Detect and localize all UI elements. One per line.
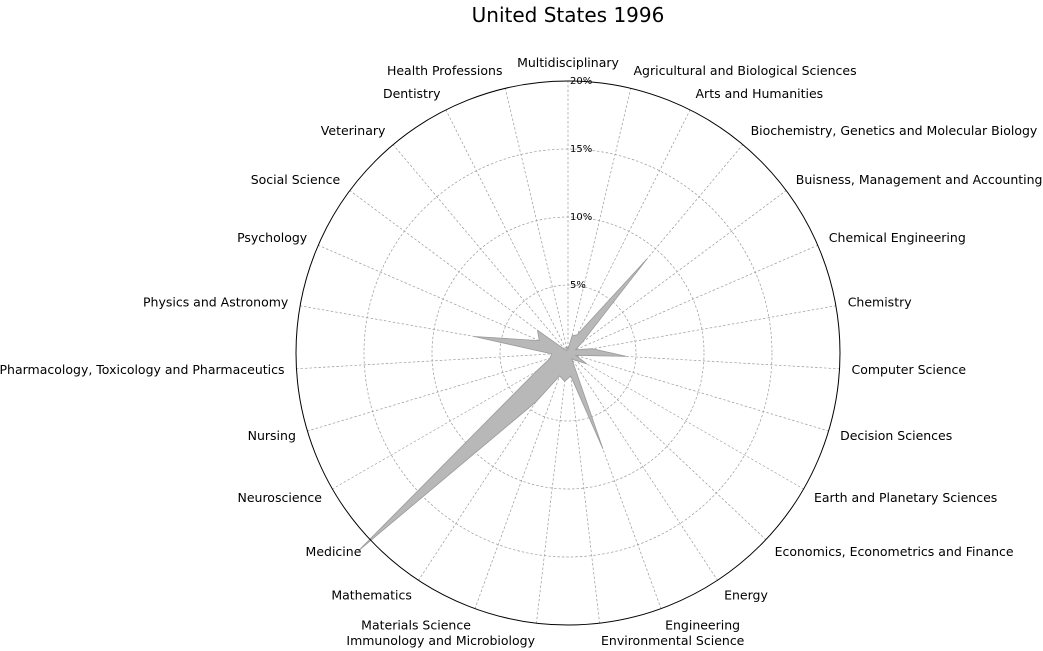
spoke-line <box>568 245 818 353</box>
spoke-line <box>318 245 568 353</box>
category-label: Physics and Astronomy <box>142 294 289 310</box>
category-label: Dentistry <box>382 85 441 101</box>
category-label: Social Science <box>250 171 341 187</box>
category-label: Veterinary <box>320 122 386 138</box>
radial-tick-labels <box>570 76 592 291</box>
spoke-line <box>568 353 766 540</box>
chart-title: United States 1996 <box>471 3 665 27</box>
radial-tick-label: 5% <box>570 280 586 291</box>
category-label: Buisness, Management and Accounting <box>795 171 1043 187</box>
category-label: Energy <box>724 587 768 603</box>
category-label: Neuroscience <box>237 490 322 505</box>
category-label: Chemical Engineering <box>828 230 966 246</box>
category-label: Earth and Planetary Sciences <box>814 490 998 505</box>
spoke-line <box>568 353 804 489</box>
category-label: Health Professions <box>386 62 503 78</box>
category-label: Agricultural and Biological Sciences <box>633 62 857 78</box>
category-label: Environmental Science <box>601 633 745 648</box>
spoke-line <box>505 88 568 353</box>
category-label: Decision Sciences <box>840 428 953 444</box>
category-label: Computer Science <box>851 361 967 377</box>
category-label: Pharmacology, Toxicology and Pharmaceutics <box>0 361 285 377</box>
category-label: Multidisciplinary <box>517 55 619 70</box>
category-label: Arts and Humanities <box>695 85 824 101</box>
category-label: Materials Science <box>361 617 471 633</box>
category-label: Biochemistry, Genetics and Molecular Biology <box>750 122 1038 138</box>
spoke-line <box>568 353 829 431</box>
category-labels <box>0 55 1042 648</box>
category-label: Immunology and Microbiology <box>346 633 535 648</box>
radial-tick-label: 20% <box>570 76 593 87</box>
category-label: Psychology <box>237 230 308 246</box>
spoke-line <box>568 306 836 353</box>
spoke-line <box>446 110 568 353</box>
category-label: Chemistry <box>847 294 912 310</box>
category-label: Mathematics <box>331 587 412 603</box>
category-label: Nursing <box>247 428 296 444</box>
data-area-series <box>358 259 646 551</box>
radial-tick-label: 15% <box>570 144 593 155</box>
category-label: Engineering <box>665 617 741 633</box>
category-label: Economics, Econometrics and Finance <box>774 544 1014 559</box>
spoke-line <box>393 145 568 353</box>
category-label: Medicine <box>305 544 362 559</box>
radial-tick-label: 10% <box>570 212 593 223</box>
